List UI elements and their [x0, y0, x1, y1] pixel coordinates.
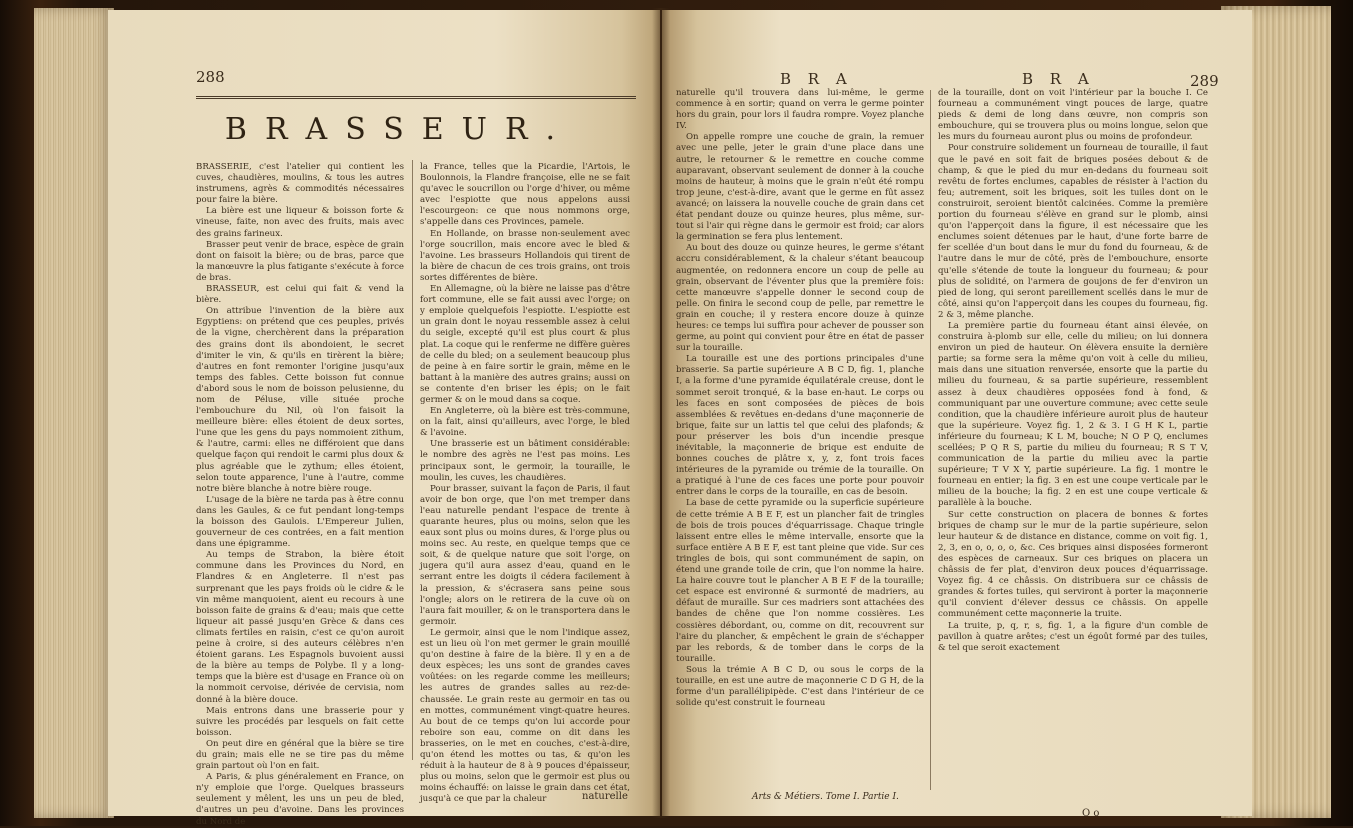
paragraph: Mais entrons dans une brasserie pour y suivre les procédés par lesquels on fait cette boisson.	[196, 705, 404, 738]
right-column-1	[676, 88, 924, 792]
right-column-2	[938, 88, 1208, 808]
left-column-2	[420, 162, 630, 805]
left-page-edges	[34, 8, 114, 818]
right-page	[662, 10, 1252, 819]
paragraph: Pour brasser, suivant la façon de Paris, il faut avoir de bon orge, que l'on met tremper dans l'eau naturelle pendant l'espace de trente à quarante heures, plus ou moins, selon que les eaux sont plus ou moins dures, & l'orge plus ou moins sec. Au reste, en quelque temps que ce soit, & de quelque nature que soit l'orge, on jugera qu'il aura assez d'eau, quand en le serrant entre les doigts il cédera facilement à la pression, & s'écrasera sans peine sous l'ongle; alors on le retirera de la cuve où on l'aura fait mouiller, & on le transportera dans le germoir.	[420, 483, 630, 627]
paragraph: BRASSERIE, c'est l'atelier qui contient les cuves, chaudières, moulins, & tous les autres instrumens, agrès & commodités nécessaires pour faire la bière.	[196, 162, 404, 206]
page-title: BRASSEUR.	[224, 112, 574, 147]
paragraph: La truite, p, q, r, s, fig. 1, a la figure d'un comble de pavillon à quatre arêtes; c'est un égoût formé par des tuiles, & tel que seroit exactement	[938, 620, 1208, 653]
paragraph: BRASSEUR, est celui qui fait & vend la bière.	[196, 284, 404, 306]
paragraph: Le germoir, ainsi que le nom l'indique assez, est un lieu où l'on met germer le grain mouillé qu'on destine à faire de la bière. Il y en a de deux espèces; les uns sont de grandes caves voûtées: on les regarde comme les meilleurs; les autres de grandes salles au rez-de-chaussée. Le grain reste au germoir en tas ou en mottes, communément vingt-quatre heures. Au bout de ce temps qu'on lui accorde pour reboire son eau, comme on dit dans les brasseries, on le met en couches, c'est-à-dire, qu'on étend les mottes ou tas, & qu'on les réduit à la hauteur de 8 à 9 pouces d'épaisseur, plus ou moins, selon que le germoir est plus ou moins échauffé: on laisse le grain dans cet état, jusqu'à ce que par la chaleur	[420, 627, 630, 805]
paragraph: naturelle qu'il trouvera dans lui-même, le germe commence à en sortir; quand on verra le germe pointer hors du grain, pour lors il faudra rompre. Voyez planche IV.	[676, 88, 924, 132]
paragraph: Pour construire solidement un fourneau de touraille, il faut que le pavé en soit fait de briques posées debout & de champ, & que le pied du mur en-dedans du fourneau soit revêtu de fortes enclumes, capables de résister à l'action du feu; autrement, soit les briques, soit les tuiles dont on le construiroit, seroient bientôt calcinées. Comme la première portion du fourneau s'élève en grand sur le plomb, ainsi qu'on l'apperçoit dans la figure, il est nécessaire que les enclumes soient détenues par le haut, d'une forte barre de fer scellée d'un bout dans le mur du fond du fourneau, & de l'autre dans le mur de côté, près de l'embouchure, ensorte qu'elle s'étende de toute la longueur du fourneau; & pour plus de solidité, on l'armera de goujons de fer d'environ un pied de long, qui seront pareillement scellés dans le mur de côté, ainsi qu'on l'apperçoit dans les coupes du fourneau, fig. 2 & 3, même planche.	[938, 143, 1208, 320]
left-page	[108, 10, 660, 827]
paragraph: Sur cette construction on placera de bonnes & fortes briques de champ sur le mur de la partie supérieure, selon leur hauteur & de distance en distance, comme on voit fig. 1, 2, 3, en o, o, o, o, &c. Ces briques ainsi disposées formeront des espèces de carneaux. Sur ces briques on placera un châssis de fer plat, d'environ deux pouces d'équarrissage. Voyez fig. 4 ce châssis. On distribuera sur ce châssis de grandes & fortes tuiles, qui serviront à porter la maçonnerie qu'il convient d'élever dessus ce châssis. On appelle communément cette maçonnerie la truite.	[938, 509, 1208, 620]
left-column-1	[196, 162, 404, 827]
page-number-right: 289	[1190, 72, 1219, 90]
paragraph: Sous la trémie A B C D, ou sous le corps de la touraille, en est une autre de maçonnerie C D G H, de la forme d'un parallélipipède. C'est dans l'intérieur de ce solide qu'est construit le fourneau	[676, 664, 924, 709]
paragraph: On peut dire en général que la bière se tire du grain; mais elle ne se tire pas du même grain partout où l'on en fait.	[196, 738, 404, 772]
header-rule-left	[196, 96, 636, 99]
paragraph: de la touraille, dont on voit l'intérieur par la bouche I. Ce fourneau a communément vingt pouces de large, quatre pieds & demi de long dans œuvre, non compris son embouchure, qui se trouvera plus ou moins longue, selon que les murs du fourneau auront plus ou moins de profondeur.	[938, 88, 1208, 143]
paragraph: Au temps de Strabon, la bière étoit commune dans les Provinces du Nord, en Flandres & en Angleterre. Il n'est pas surprenant que les pays froids où le cidre & le vin même manquoient, aient eu recours à une boisson faite de grains & d'eau; mais que cette liqueur ait passé jusqu'en Grèce & dans ces climats fertiles en raisin, c'est ce qu'on auroit peine à croire, si des auteurs célèbres n'en étoient garans. Les Espagnols buvoient aussi de la bière au temps de Polybe. Il y a long-temps que la bière est d'usage en France où on la nommoit cervoise, dérivée de cervisia, nom donné à la bière douce.	[196, 550, 404, 705]
paragraph: La base de cette pyramide ou la superficie supérieure de cette trémie A B E F, est un plancher fait de tringles de bois de trois pouces d'équarrissage. Chaque tringle laissent entre elles le même intervalle, ensorte que la surface entière A B E F, est tant pleine que vide. Sur ces tringles de bois, qui sont communément de sapin, on étend une grande toile de crin, que l'on nomme la haire. La haire couvre tout le plancher A B E F de la touraille; cet espace est environné & surmonté de madriers, au défaut de muraille. Sur ces madriers sont attachées des bandes de chêne que l'on nomme cossières. Les cossières débordant, ou, comme on dit, recouvrent sur l'aire du plancher, & empêchent le grain de s'échapper par les rebords, & de tomber dans le corps de la touraille.	[676, 498, 924, 664]
paragraph: A Paris, & plus généralement en France, on n'y emploie que l'orge. Quelques brasseurs seulement y mêlent, les uns un peu de bled, d'autres un peu d'avoine. Dans les provinces du Nord de	[196, 772, 404, 827]
paragraph: On appelle rompre une couche de grain, la remuer avec une pelle, jeter le grain d'une place dans une autre, le retourner & le remettre en couche comme auparavant, observant seulement de donner à la couche moins de hauteur, à moins que le grain n'eût été rompu trop jeune, c'est-à-dire, avant que le germe en fût assez avancé; on laissera la nouvelle couche de grain dans cet état pendant douze ou quinze heures, plus même, sur-tout si l'air qui règne dans le germoir est froid; car alors la germination se fera plus lentement.	[676, 132, 924, 243]
column-divider-left	[412, 160, 413, 760]
signature-mark: O o	[1082, 808, 1100, 819]
footer-note: Arts & Métiers. Tome I. Partie I.	[752, 792, 899, 802]
paragraph: Au bout des douze ou quinze heures, le germe s'étant accru considérablement, & la chaleur s'étant beaucoup augmentée, on redonnera encore un coup de pelle au grain, observant de l'éventer plus que la première fois: cette manœuvre s'appelle donner le second coup de pelle. On finira le second coup de pelle, par remettre le grain en couche; il y restera encore douze à quinze heures: ce temps lui suffira pour achever de pousser son germe, au point qui convient pour être en état de passer sur la touraille.	[676, 243, 924, 354]
paragraph: En Angleterre, où la bière est très-commune, on la fait, ainsi qu'ailleurs, avec l'orge, le bled & l'avoine.	[420, 406, 630, 439]
paragraph: L'usage de la bière ne tarda pas à être connu dans les Gaules, & ce fut pendant long-temps la boisson des Gaulois. L'Empereur Julien, gouverneur de ces contrées, en a fait mention dans une épigramme.	[196, 494, 404, 550]
running-head-right: B R A	[1022, 70, 1095, 88]
paragraph: En Hollande, on brasse non-seulement avec l'orge soucrillon, mais encore avec le bled & l'avoine. Les brasseurs Hollandois qui tirent de la bière de chacun de ces trois grains, ont trois sortes différentes de bière.	[420, 228, 630, 283]
paragraph: Brasser peut venir de brace, espèce de grain dont on faisoit la bière; ou de bras, parce que la manœuvre la plus fatigante s'exécute à force de bras.	[196, 239, 404, 283]
catchword: naturelle	[582, 791, 628, 802]
paragraph: On attribue l'invention de la bière aux Egyptiens: on prétend que ces peuples, privés de la vigne, cherchèrent dans la préparation des grains dont ils abondoient, le secret d'imiter le vin, & qu'ils en tirèrent la bière; d'autres en font remonter l'origine jusqu'aux temps des fables. Cette boisson fut connue d'abord sous le nom de boisson pelusienne, du nom de Péluse, ville située proche l'embouchure du Nil, où l'on faisoit la meilleure bière: elles étoient de deux sortes, l'une que les gens du pays nommoient zithum, & l'autre, carmi: elles ne différoient que dans quelque façon qui rendoit le carmi plus doux & plus agréable que le zythum; elles étoient, selon toute apparence, l'une à l'autre, comme notre bière blanche à notre bière rouge.	[196, 306, 404, 494]
page-number-left: 288	[196, 68, 225, 86]
paragraph: En Allemagne, où la bière ne laisse pas d'être fort commune, elle se fait aussi avec l'orge; on y emploie quelquefois l'espiotte. L'espiotte est un grain dont le noyau ressemble assez à celui du seigle, excepté qu'il est plus court & plus plat. La coque qui le renferme ne diffère guères de celle du bled; on a seulement beaucoup plus de peine à en faire sortir le grain, même en le battant à la manière des autres grains; aussi on se contente d'en briser les épis; on le fait germer & on le moud dans sa coque.	[420, 284, 630, 405]
paragraph: La touraille est une des portions principales d'une brasserie. Sa partie supérieure A B C D, fig. 1, planche I, a la forme d'une pyramide équilatérale creuse, dont le sommet seroit tronqué, & la base en-haut. Le corps ou les faces en sont composées de pièces de bois assemblées & revêtues en-dedans d'une maçonnerie de brique, faite sur un lattis tel que celui des plafonds; & pour préserver les bois d'un incendie presque inévitable, la maçonnerie de brique est enduite de bonnes couches de plâtre x, y, z, font trois faces intérieures de la pyramide ou trémie de la touraille. On a pratiqué à l'une de ces faces une porte pour pouvoir entrer dans le corps de la touraille, en cas de besoin.	[676, 354, 924, 498]
paragraph: la France, telles que la Picardie, l'Artois, le Boulonnois, la Flandre françoise, elle ne se fait qu'avec le soucrillon ou l'orge d'hiver, ou même avec l'espiotte que nous appelons aussi l'escourgeon: ce que nous nommons orge, s'appelle dans ces Provinces, pamele.	[420, 162, 630, 228]
paragraph: Une brasserie est un bâtiment considérable: le nombre des agrès ne l'est pas moins. Les principaux sont, le germoir, la touraille, le moulin, les cuves, les chaudières.	[420, 439, 630, 483]
column-divider-right	[930, 90, 931, 790]
book-gutter	[652, 8, 670, 818]
paragraph: La première partie du fourneau étant ainsi élevée, on construira à-plomb sur elle, celle du milieu; on lui donnera environ un pied de hauteur. On élèvera ensuite la dernière partie; sa forme sera la même qu'on voit à celle du milieu, mais dans une situation renversée, ensorte que la partie du milieu du fourneau, & sa partie supérieure, ressemblent assez à deux chaudières opposées fond à fond, & communiquant par une ouverture commune; avec cette seule condition, que la chaudière inférieure auroit plus de hauteur que la supérieure. Voyez fig. 1, 2 & 3. I G H K L, partie inférieure du fourneau; K L M, bouche; N O P Q, enclumes scellées; P Q R S, partie du milieu du fourneau; R S T V, communication de la partie du milieu avec la partie supérieure; T V X Y, partie supérieure. La fig. 1 montre le fourneau en entier; la fig. 3 en est une coupe verticale par le milieu de la bouche; la fig. 2 en est une coupe verticale & parallèle à la bouche.	[938, 320, 1208, 509]
paragraph: La bière est une liqueur & boisson forte & vineuse, faite, non avec des fruits, mais avec des grains farineux.	[196, 206, 404, 239]
running-head-left: B R A	[780, 70, 853, 88]
